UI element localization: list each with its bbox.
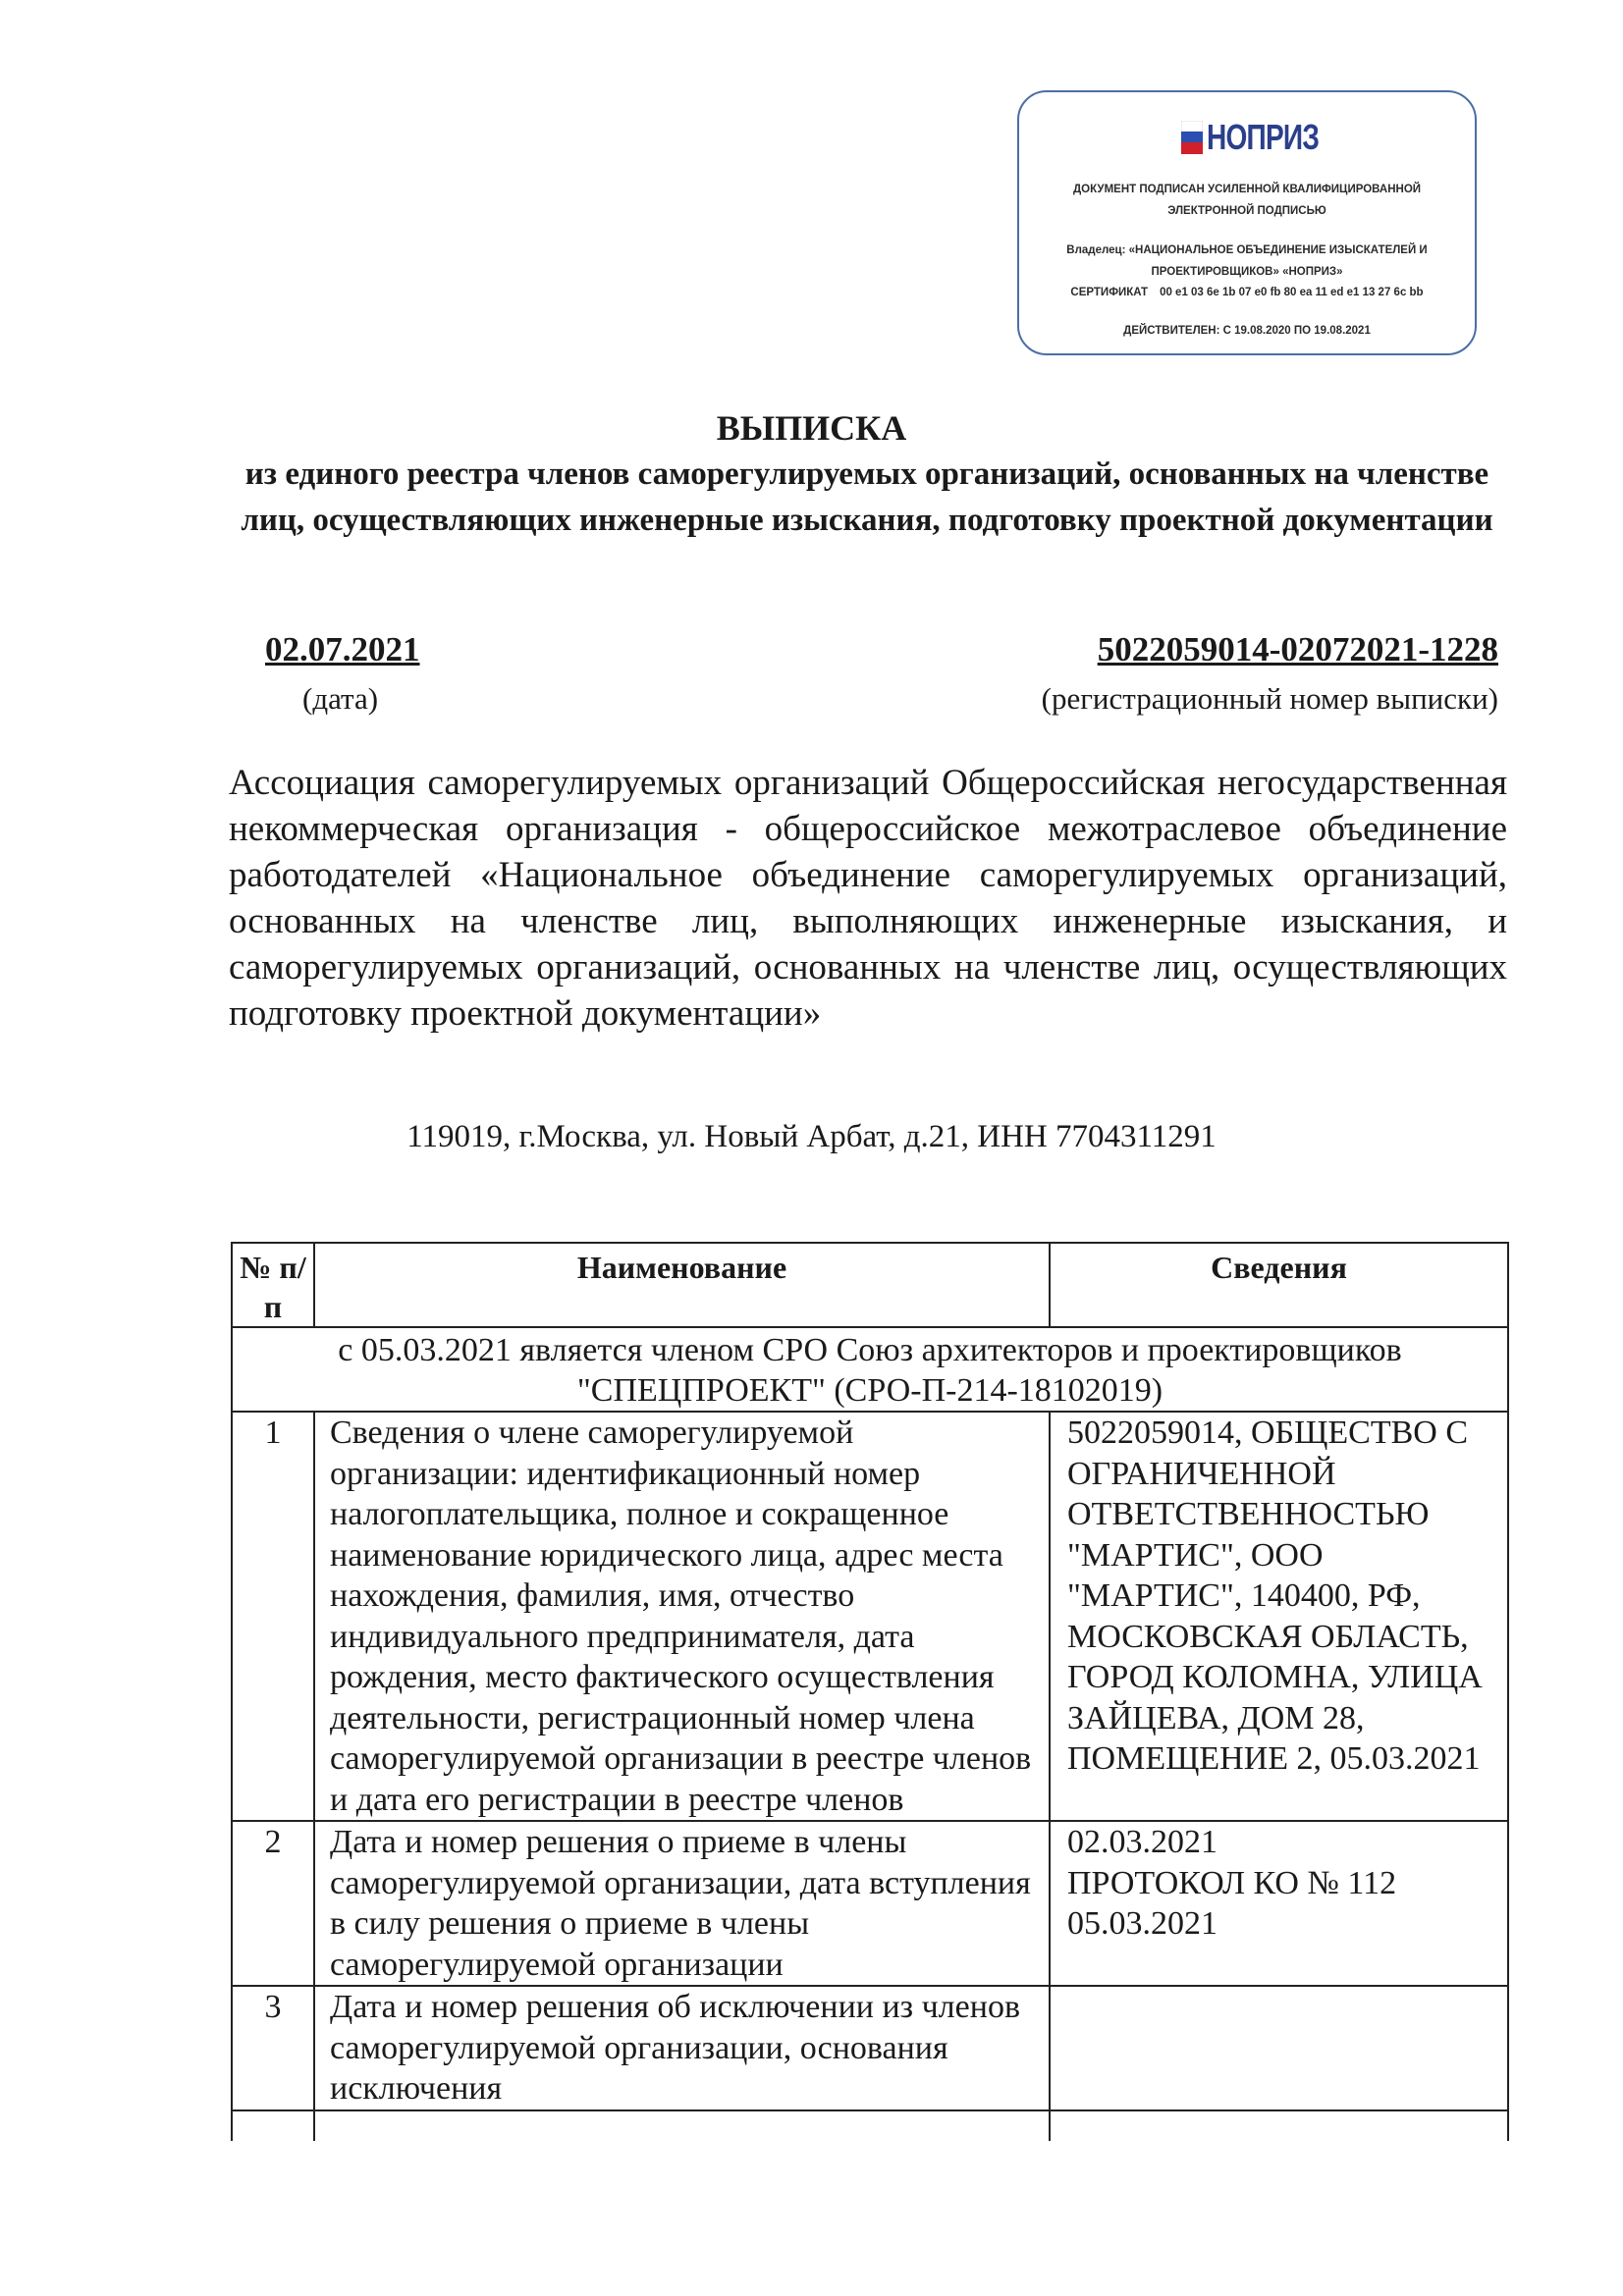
organization-address: 119019, г.Москва, ул. Новый Арбат, д.21, ИНН 7704311291 (406, 1119, 1217, 1154)
signed-line-1: ДОКУМЕНТ ПОДПИСАН УСИЛЕННОЙ КВАЛИФИЦИРОВАННОЙ (1072, 184, 1422, 195)
validity: ДЕЙСТВИТЕЛЕН: С 19.08.2020 ПО 19.08.2021 (1123, 325, 1371, 337)
row-num: 3 (232, 1986, 314, 2110)
document-title: ВЫПИСКА (716, 408, 907, 448)
logo-text: НОПРИЗ (1207, 117, 1320, 157)
decision-protocol: ПРОТОКОЛ КО № 112 (1067, 1864, 1397, 1901)
extract-date-caption: (дата) (302, 681, 379, 716)
table-row (232, 1412, 1508, 1821)
membership-section-row (232, 1327, 1508, 1412)
table-row (232, 1986, 1508, 2110)
nopriz-logo (1019, 116, 1475, 159)
document-subtitle: из единого реестра членов саморегулируемых организаций, основанных на членстве лиц, осуществляющих инженерные изыскания, подготовку проектной документации (241, 456, 1493, 538)
row-info-empty (1050, 2110, 1508, 2141)
row-info (1050, 1986, 1508, 2110)
row-num-empty (232, 2110, 314, 2141)
certificate-label: СЕРТИФИКАТ (1070, 287, 1149, 298)
owner-notice (1019, 240, 1475, 283)
row-info (1050, 1821, 1508, 1986)
effective-date: 05.03.2021 (1067, 1905, 1217, 1942)
row-name-empty (314, 2110, 1050, 2141)
signed-notice (1019, 179, 1475, 222)
extract-date: 02.07.2021 (265, 630, 420, 668)
registry-table (231, 1242, 1509, 2141)
registration-number-caption: (регистрационный номер выписки) (1041, 681, 1498, 716)
row-name: Сведения о члене саморегулируемой организации: идентификационный номер налогоплательщика, полное и сокращенное наименование юридического лица, адрес места нахождения, фамилия, имя, отчество индивидуального предпринимателя, дата рождения, место фактического осуществления деятельности, регистрационный номер члена саморегулируемой организации в реестре членов и дата его регистрации в реестре членов (314, 1412, 1050, 1821)
table-header-row (232, 1243, 1508, 1327)
table-row (232, 1821, 1508, 1986)
row-num: 2 (232, 1821, 314, 1986)
russian-flag-icon (1181, 121, 1203, 154)
row-info: 5022059014, ОБЩЕСТВО С ОГРАНИЧЕННОЙ ОТВЕТСТВЕННОСТЬЮ "МАРТИС", ООО "МАРТИС", 140400, РФ, МОСКОВСКАЯ ОБЛАСТЬ, ГОРОД КОЛОМНА, УЛИЦА ЗАЙЦЕВА, ДОМ 28, ПОМЕЩЕНИЕ 2, 05.03.2021 (1050, 1412, 1508, 1821)
row-name: Дата и номер решения о приеме в члены саморегулируемой организации, дата вступления в силу решения о приеме в члены саморегулируемой организации (314, 1821, 1050, 1986)
certificate-value: 00 e1 03 6e 1b 07 e0 fb 80 ea 11 ed e1 13 27 6c bb (1160, 287, 1424, 298)
owner-line-1: Владелец: «НАЦИОНАЛЬНОЕ ОБЪЕДИНЕНИЕ ИЗЫСКАТЕЛЕЙ И (1066, 244, 1428, 256)
header-name: Наименование (314, 1243, 1050, 1327)
owner-line-2: ПРОЕКТИРОВЩИКОВ» «НОПРИЗ» (1151, 266, 1343, 278)
header-num: № п/п (232, 1243, 314, 1327)
decision-date: 02.03.2021 (1067, 1824, 1217, 1860)
header-info: Сведения (1050, 1243, 1508, 1327)
row-num: 1 (232, 1412, 314, 1821)
membership-section-title: с 05.03.2021 является членом СРО Союз архитекторов и проектировщиков "СПЕЦПРОЕКТ" (СРО-П-214-18102019) (232, 1327, 1508, 1412)
issuing-organization: Ассоциация саморегулируемых организаций Общероссийская негосударственная некоммерческая организация - общероссийское межотраслевое объединение работодателей «Национальное объединение саморегулируемых организаций, основанных на членстве лиц, выполняющих инженерные изыскания, и саморегулируемых организаций, основанных на членстве лиц, осуществляющих подготовку проектной документации» (229, 763, 1507, 1034)
certificate (1019, 282, 1475, 303)
signed-line-2: ЭЛЕКТРОННОЙ ПОДПИСЬЮ (1167, 205, 1326, 217)
signature-stamp (1017, 90, 1477, 355)
table-row-continued (232, 2110, 1508, 2141)
row-name: Дата и номер решения об исключении из членов саморегулируемой организации, основания исключения (314, 1986, 1050, 2110)
registration-number: 5022059014-02072021-1228 (1097, 630, 1498, 668)
